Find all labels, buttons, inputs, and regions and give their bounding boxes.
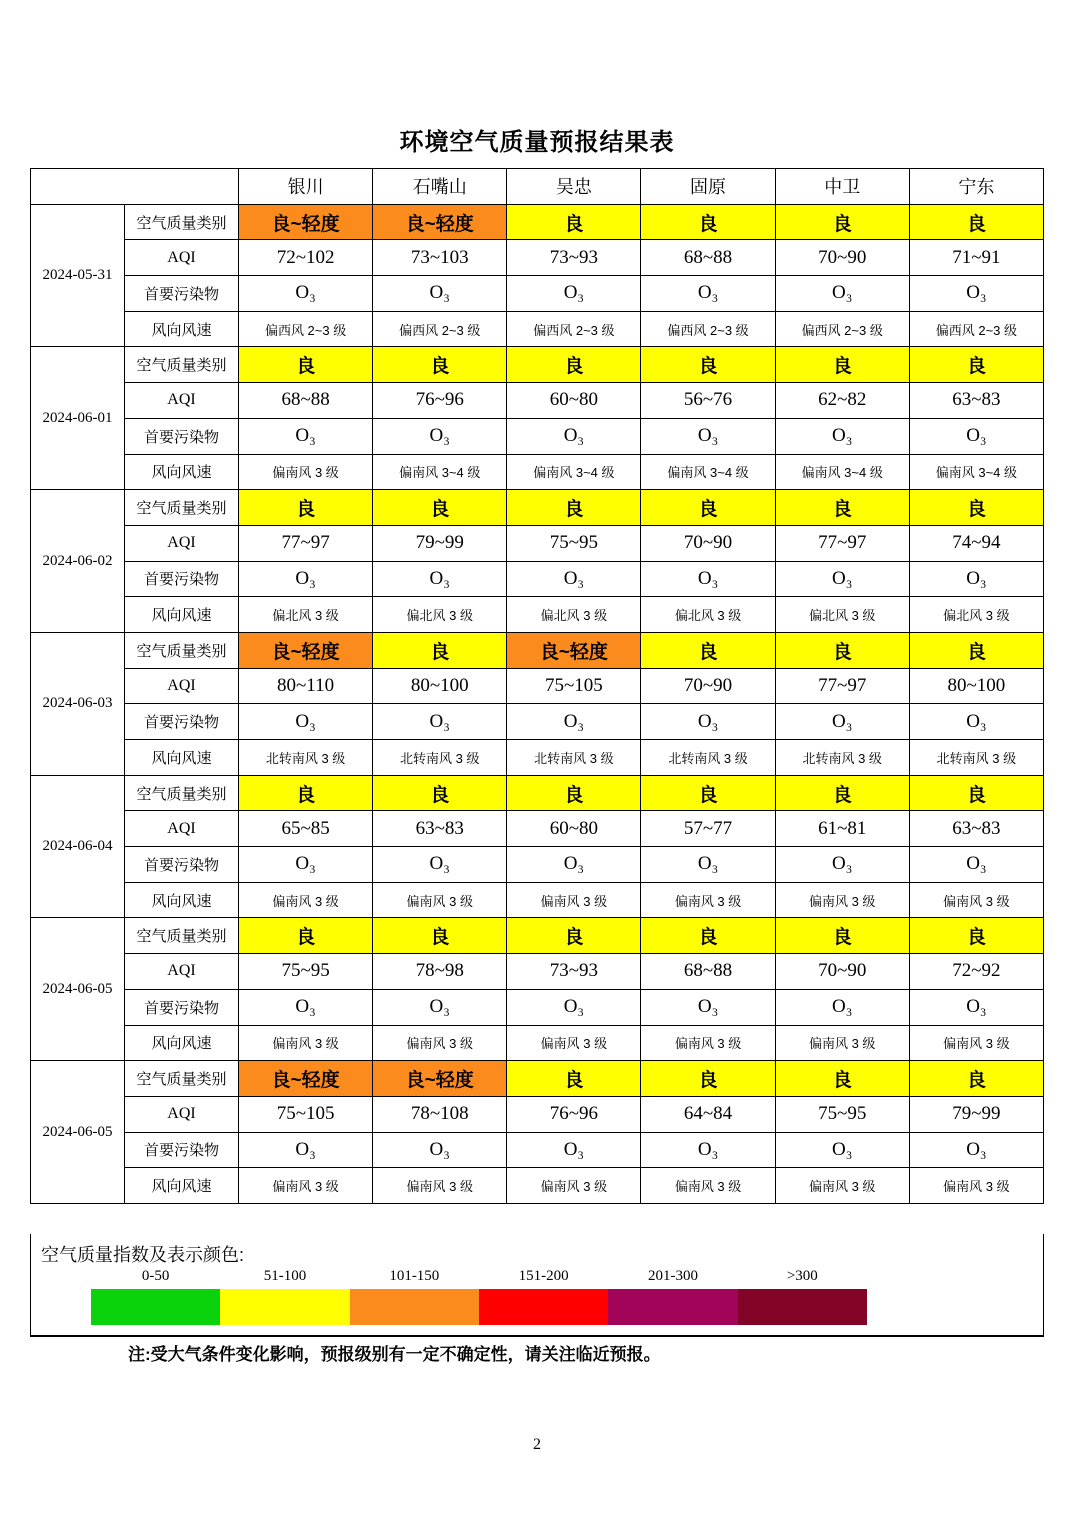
wind-cell: 偏南风 3 级 xyxy=(507,1025,641,1061)
pollutant-cell: O₃ xyxy=(507,704,641,740)
aqi-cell: 73~103 xyxy=(373,240,507,276)
wind-cell: 偏西风 2~3 级 xyxy=(373,311,507,347)
wind-cell: 偏北风 3 级 xyxy=(909,597,1043,633)
pollutant-cell: O₃ xyxy=(507,847,641,883)
category-cell: 良 xyxy=(507,775,641,811)
wind-cell: 偏南风 3~4 级 xyxy=(507,454,641,490)
page-number: 2 xyxy=(533,1436,541,1453)
row-label-category: 空气质量类别 xyxy=(125,347,239,383)
category-cell: 良 xyxy=(373,347,507,383)
aqi-cell: 68~88 xyxy=(641,954,775,990)
pollutant-cell: O₃ xyxy=(373,418,507,454)
wind-cell: 偏南风 3 级 xyxy=(775,1168,909,1204)
pollutant-cell: O₃ xyxy=(641,561,775,597)
category-cell: 良 xyxy=(641,775,775,811)
date-cell: 2024-06-01 xyxy=(31,347,125,490)
category-cell: 良 xyxy=(775,347,909,383)
category-cell: 良 xyxy=(507,490,641,526)
aqi-cell: 70~90 xyxy=(641,668,775,704)
pollutant-cell: O₃ xyxy=(373,989,507,1025)
pollutant-cell: O₃ xyxy=(373,561,507,597)
pollutant-cell: O₃ xyxy=(239,561,373,597)
category-cell: 良 xyxy=(373,775,507,811)
category-cell: 良 xyxy=(909,918,1043,954)
category-cell: 良 xyxy=(373,632,507,668)
footnote: 注:受大气条件变化影响，预报级别有一定不确定性，请关注临近预报。 xyxy=(128,1345,661,1364)
city-header: 固原 xyxy=(641,169,775,205)
wind-cell: 偏南风 3 级 xyxy=(909,1168,1043,1204)
pollutant-cell: O₃ xyxy=(775,704,909,740)
row-label-aqi: AQI xyxy=(125,954,239,990)
aqi-cell: 79~99 xyxy=(909,1096,1043,1132)
category-cell: 良 xyxy=(239,490,373,526)
category-cell: 良 xyxy=(775,918,909,954)
aqi-cell: 76~96 xyxy=(373,383,507,419)
wind-cell: 偏南风 3 级 xyxy=(641,882,775,918)
pollutant-cell: O₃ xyxy=(775,276,909,312)
wind-cell: 偏西风 2~3 级 xyxy=(909,311,1043,347)
aqi-color-legend xyxy=(30,1234,1044,1337)
row-label-wind: 风向风速 xyxy=(125,1025,239,1061)
wind-cell: 偏西风 2~3 级 xyxy=(775,311,909,347)
aqi-cell: 60~80 xyxy=(507,383,641,419)
row-label-pollutant: 首要污染物 xyxy=(125,561,239,597)
aqi-cell: 64~84 xyxy=(641,1096,775,1132)
aqi-cell: 80~100 xyxy=(909,668,1043,704)
table-corner-cell xyxy=(31,169,239,205)
wind-cell: 偏南风 3 级 xyxy=(239,1168,373,1204)
row-label-pollutant: 首要污染物 xyxy=(125,989,239,1025)
legend-color-swatch xyxy=(738,1289,867,1325)
category-cell: 良 xyxy=(909,490,1043,526)
wind-cell: 偏北风 3 级 xyxy=(641,597,775,633)
wind-cell: 偏南风 3 级 xyxy=(775,882,909,918)
row-label-wind: 风向风速 xyxy=(125,882,239,918)
pollutant-cell: O₃ xyxy=(507,989,641,1025)
pollutant-cell: O₃ xyxy=(373,1132,507,1168)
aqi-cell: 77~97 xyxy=(775,525,909,561)
legend-range-label: >300 xyxy=(786,1268,818,1284)
aqi-cell: 63~83 xyxy=(909,383,1043,419)
category-cell: 良 xyxy=(775,1061,909,1097)
wind-cell: 偏南风 3 级 xyxy=(641,1025,775,1061)
category-cell: 良~轻度 xyxy=(507,632,641,668)
legend-range-labels xyxy=(91,1268,867,1285)
pollutant-cell: O₃ xyxy=(239,847,373,883)
aqi-cell: 60~80 xyxy=(507,811,641,847)
aqi-cell: 78~98 xyxy=(373,954,507,990)
pollutant-cell: O₃ xyxy=(909,561,1043,597)
legend-color-swatch xyxy=(608,1289,737,1325)
wind-cell: 偏南风 3 级 xyxy=(909,1025,1043,1061)
row-label-category: 空气质量类别 xyxy=(125,918,239,954)
wind-cell: 北转南风 3 级 xyxy=(641,740,775,776)
aqi-cell: 75~105 xyxy=(239,1096,373,1132)
page-title: 环境空气质量预报结果表 xyxy=(399,130,675,156)
pollutant-cell: O₃ xyxy=(373,704,507,740)
wind-cell: 北转南风 3 级 xyxy=(909,740,1043,776)
category-cell: 良~轻度 xyxy=(239,632,373,668)
pollutant-cell: O₃ xyxy=(239,1132,373,1168)
category-cell: 良 xyxy=(909,632,1043,668)
aqi-cell: 70~90 xyxy=(775,954,909,990)
pollutant-cell: O₃ xyxy=(239,418,373,454)
row-label-wind: 风向风速 xyxy=(125,597,239,633)
pollutant-cell: O₃ xyxy=(775,989,909,1025)
pollutant-cell: O₃ xyxy=(775,847,909,883)
row-label-aqi: AQI xyxy=(125,240,239,276)
category-cell: 良 xyxy=(507,347,641,383)
pollutant-cell: O₃ xyxy=(909,418,1043,454)
date-cell: 2024-06-02 xyxy=(31,490,125,633)
forecast-table-wrap xyxy=(30,168,1044,1204)
row-label-pollutant: 首要污染物 xyxy=(125,276,239,312)
row-label-category: 空气质量类别 xyxy=(125,204,239,240)
aqi-cell: 80~100 xyxy=(373,668,507,704)
date-cell: 2024-05-31 xyxy=(31,204,125,347)
row-label-aqi: AQI xyxy=(125,811,239,847)
category-cell: 良 xyxy=(775,632,909,668)
pollutant-cell: O₃ xyxy=(909,989,1043,1025)
aqi-cell: 75~105 xyxy=(507,668,641,704)
wind-cell: 偏南风 3 级 xyxy=(507,1168,641,1204)
pollutant-cell: O₃ xyxy=(641,989,775,1025)
category-cell: 良 xyxy=(239,347,373,383)
category-cell: 良 xyxy=(909,1061,1043,1097)
category-cell: 良 xyxy=(239,918,373,954)
aqi-cell: 75~95 xyxy=(775,1096,909,1132)
legend-color-swatch xyxy=(479,1289,608,1325)
pollutant-cell: O₃ xyxy=(909,1132,1043,1168)
legend-color-swatch xyxy=(220,1289,349,1325)
date-cell: 2024-06-03 xyxy=(31,632,125,775)
category-cell: 良 xyxy=(373,490,507,526)
row-label-aqi: AQI xyxy=(125,383,239,419)
category-cell: 良 xyxy=(507,918,641,954)
aqi-cell: 63~83 xyxy=(909,811,1043,847)
legend-range-label: 51-100 xyxy=(263,1268,307,1284)
aqi-cell: 71~91 xyxy=(909,240,1043,276)
row-label-category: 空气质量类别 xyxy=(125,775,239,811)
aqi-cell: 68~88 xyxy=(641,240,775,276)
legend-range-label: 101-150 xyxy=(389,1268,440,1284)
wind-cell: 偏南风 3 级 xyxy=(641,1168,775,1204)
category-cell: 良 xyxy=(641,918,775,954)
wind-cell: 偏南风 3~4 级 xyxy=(641,454,775,490)
category-cell: 良 xyxy=(775,204,909,240)
aqi-cell: 61~81 xyxy=(775,811,909,847)
category-cell: 良~轻度 xyxy=(239,1061,373,1097)
aqi-cell: 75~95 xyxy=(507,525,641,561)
wind-cell: 北转南风 3 级 xyxy=(373,740,507,776)
aqi-cell: 72~92 xyxy=(909,954,1043,990)
row-label-pollutant: 首要污染物 xyxy=(125,1132,239,1168)
category-cell: 良 xyxy=(641,632,775,668)
city-header: 银川 xyxy=(239,169,373,205)
category-cell: 良 xyxy=(775,490,909,526)
date-cell: 2024-06-05 xyxy=(31,918,125,1061)
row-label-pollutant: 首要污染物 xyxy=(125,418,239,454)
aqi-cell: 77~97 xyxy=(775,668,909,704)
row-label-wind: 风向风速 xyxy=(125,454,239,490)
wind-cell: 偏南风 3~4 级 xyxy=(775,454,909,490)
pollutant-cell: O₃ xyxy=(641,847,775,883)
wind-cell: 偏南风 3 级 xyxy=(373,1168,507,1204)
pollutant-cell: O₃ xyxy=(641,704,775,740)
aqi-cell: 70~90 xyxy=(641,525,775,561)
city-header: 石嘴山 xyxy=(373,169,507,205)
forecast-table xyxy=(30,168,1044,1204)
aqi-cell: 80~110 xyxy=(239,668,373,704)
row-label-category: 空气质量类别 xyxy=(125,1061,239,1097)
row-label-pollutant: 首要污染物 xyxy=(125,847,239,883)
aqi-cell: 57~77 xyxy=(641,811,775,847)
pollutant-cell: O₃ xyxy=(909,276,1043,312)
pollutant-cell: O₃ xyxy=(507,276,641,312)
wind-cell: 北转南风 3 级 xyxy=(775,740,909,776)
pollutant-cell: O₃ xyxy=(239,276,373,312)
aqi-cell: 70~90 xyxy=(775,240,909,276)
wind-cell: 偏南风 3 级 xyxy=(373,1025,507,1061)
aqi-cell: 62~82 xyxy=(775,383,909,419)
pollutant-cell: O₃ xyxy=(507,418,641,454)
category-cell: 良 xyxy=(239,775,373,811)
row-label-wind: 风向风速 xyxy=(125,311,239,347)
category-cell: 良 xyxy=(641,490,775,526)
wind-cell: 偏西风 2~3 级 xyxy=(507,311,641,347)
aqi-cell: 77~97 xyxy=(239,525,373,561)
pollutant-cell: O₃ xyxy=(507,1132,641,1168)
aqi-cell: 73~93 xyxy=(507,954,641,990)
legend-title: 空气质量指数及表示颜色: xyxy=(41,1245,244,1265)
row-label-category: 空气质量类别 xyxy=(125,490,239,526)
wind-cell: 偏西风 2~3 级 xyxy=(239,311,373,347)
row-label-category: 空气质量类别 xyxy=(125,632,239,668)
wind-cell: 偏南风 3~4 级 xyxy=(909,454,1043,490)
category-cell: 良 xyxy=(507,1061,641,1097)
pollutant-cell: O₃ xyxy=(641,418,775,454)
category-cell: 良~轻度 xyxy=(239,204,373,240)
legend-color-swatches xyxy=(91,1289,867,1325)
aqi-cell: 56~76 xyxy=(641,383,775,419)
wind-cell: 北转南风 3 级 xyxy=(507,740,641,776)
wind-cell: 偏南风 3 级 xyxy=(239,454,373,490)
legend-range-label: 0-50 xyxy=(141,1268,170,1284)
row-label-aqi: AQI xyxy=(125,668,239,704)
aqi-cell: 76~96 xyxy=(507,1096,641,1132)
row-label-wind: 风向风速 xyxy=(125,740,239,776)
pollutant-cell: O₃ xyxy=(909,847,1043,883)
aqi-cell: 65~85 xyxy=(239,811,373,847)
pollutant-cell: O₃ xyxy=(775,418,909,454)
aqi-cell: 73~93 xyxy=(507,240,641,276)
wind-cell: 偏南风 3 级 xyxy=(373,882,507,918)
pollutant-cell: O₃ xyxy=(641,276,775,312)
wind-cell: 偏南风 3 级 xyxy=(909,882,1043,918)
legend-color-swatch xyxy=(350,1289,479,1325)
city-header: 中卫 xyxy=(775,169,909,205)
wind-cell: 偏南风 3 级 xyxy=(239,1025,373,1061)
pollutant-cell: O₃ xyxy=(775,561,909,597)
row-label-aqi: AQI xyxy=(125,525,239,561)
legend-color-swatch xyxy=(91,1289,220,1325)
aqi-cell: 63~83 xyxy=(373,811,507,847)
aqi-cell: 68~88 xyxy=(239,383,373,419)
aqi-cell: 75~95 xyxy=(239,954,373,990)
wind-cell: 偏南风 3 级 xyxy=(775,1025,909,1061)
row-label-wind: 风向风速 xyxy=(125,1168,239,1204)
category-cell: 良 xyxy=(641,204,775,240)
wind-cell: 偏北风 3 级 xyxy=(507,597,641,633)
pollutant-cell: O₃ xyxy=(239,989,373,1025)
city-header: 吴忠 xyxy=(507,169,641,205)
aqi-cell: 74~94 xyxy=(909,525,1043,561)
category-cell: 良~轻度 xyxy=(373,1061,507,1097)
wind-cell: 偏南风 3~4 级 xyxy=(373,454,507,490)
aqi-cell: 79~99 xyxy=(373,525,507,561)
aqi-cell: 78~108 xyxy=(373,1096,507,1132)
wind-cell: 偏南风 3 级 xyxy=(507,882,641,918)
row-label-pollutant: 首要污染物 xyxy=(125,704,239,740)
date-cell: 2024-06-05 xyxy=(31,1061,125,1204)
category-cell: 良~轻度 xyxy=(373,204,507,240)
pollutant-cell: O₃ xyxy=(373,276,507,312)
wind-cell: 北转南风 3 级 xyxy=(239,740,373,776)
wind-cell: 偏西风 2~3 级 xyxy=(641,311,775,347)
category-cell: 良 xyxy=(373,918,507,954)
pollutant-cell: O₃ xyxy=(507,561,641,597)
pollutant-cell: O₃ xyxy=(909,704,1043,740)
city-header: 宁东 xyxy=(909,169,1043,205)
legend-range-label: 201-300 xyxy=(647,1268,698,1284)
legend-range-label: 151-200 xyxy=(518,1268,569,1284)
wind-cell: 偏北风 3 级 xyxy=(373,597,507,633)
pollutant-cell: O₃ xyxy=(641,1132,775,1168)
category-cell: 良 xyxy=(507,204,641,240)
category-cell: 良 xyxy=(909,204,1043,240)
category-cell: 良 xyxy=(909,347,1043,383)
aqi-cell: 72~102 xyxy=(239,240,373,276)
category-cell: 良 xyxy=(909,775,1043,811)
date-cell: 2024-06-04 xyxy=(31,775,125,918)
category-cell: 良 xyxy=(641,347,775,383)
row-label-aqi: AQI xyxy=(125,1096,239,1132)
wind-cell: 偏北风 3 级 xyxy=(775,597,909,633)
wind-cell: 偏北风 3 级 xyxy=(239,597,373,633)
pollutant-cell: O₃ xyxy=(775,1132,909,1168)
category-cell: 良 xyxy=(641,1061,775,1097)
category-cell: 良 xyxy=(775,775,909,811)
pollutant-cell: O₃ xyxy=(373,847,507,883)
pollutant-cell: O₃ xyxy=(239,704,373,740)
wind-cell: 偏南风 3 级 xyxy=(239,882,373,918)
